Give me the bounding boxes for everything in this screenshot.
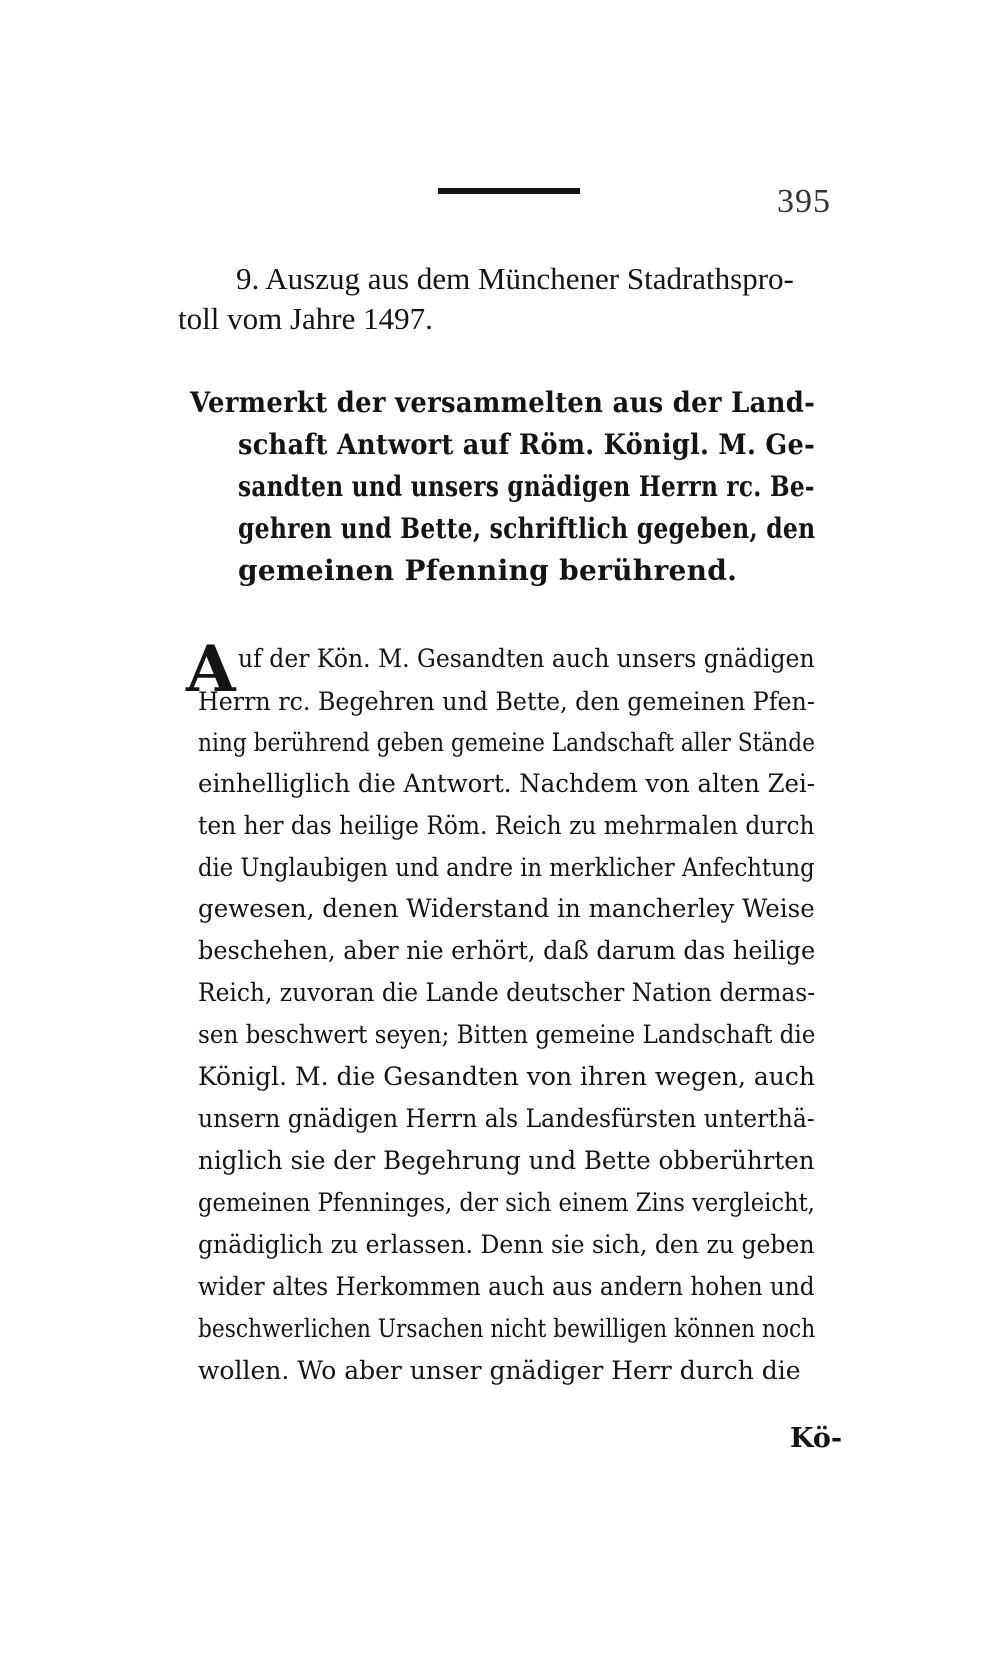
body-text-line: ning berührend geben gemeine Landschaft aller Stände (198, 728, 815, 757)
body-text-line: gnädiglich zu erlassen. Denn sie sich, den zu geben (198, 1230, 815, 1259)
body-text-line: ten her das heilige Röm. Reich zu mehrmalen durch (198, 811, 815, 840)
body-text-line: wider altes Herkommen auch aus andern hohen und (198, 1272, 815, 1301)
subheading-line: gemeinen Pfenning berührend. (238, 554, 738, 587)
body-text-line: einhelliglich die Antwort. Nachdem von alten Zei- (198, 769, 816, 798)
body-text-line: uf der Kön. M. Gesandten auch unsers gnädigen (238, 644, 815, 673)
body-text-line: gewesen, denen Widerstand in mancherley Weise (198, 894, 815, 923)
section-heading-line-1: 9. Auszug aus dem Münchener Stadrathspro- (236, 261, 794, 296)
body-text-line: die Unglaubigen und andre in merklicher Anfechtung (198, 853, 815, 882)
body-text-line: wollen. Wo aber unser gnädiger Herr durch die (198, 1356, 801, 1385)
drop-cap-initial: A (186, 632, 236, 707)
body-text-line: Reich, zuvoran die Lande deutscher Nation dermas- (198, 978, 816, 1007)
subheading-line: schaft Antwort auf Röm. Königl. M. Ge- (238, 428, 815, 461)
body-text-line: unsern gnädigen Herrn als Landesfürsten unterthä- (198, 1104, 815, 1133)
section-heading-line-2: toll vom Jahre 1497. (178, 301, 433, 336)
catchword: Kö- (790, 1423, 843, 1454)
body-text-line: Herrn rc. Begehren und Bette, den gemeinen Pfen- (198, 687, 815, 716)
header-rule (438, 188, 580, 194)
body-text-line: Königl. M. die Gesandten von ihren wegen, auch (198, 1062, 815, 1091)
body-text-line: beschehen, aber nie erhört, daß darum das heilige (198, 936, 816, 965)
subheading-line: gehren und Bette, schriftlich gegeben, den (238, 512, 816, 545)
body-text-line: niglich sie der Begehrung und Bette obberührten (198, 1146, 815, 1175)
subheading-line: sandten und unsers gnädigen Herrn rc. Be- (238, 470, 815, 503)
subheading-line: Vermerkt der versammelten aus der Land- (190, 386, 816, 419)
body-text-line: gemeinen Pfenninges, der sich einem Zins vergleicht, (198, 1188, 815, 1217)
page-number: 395 (777, 183, 831, 220)
body-text-line: sen beschwert seyen; Bitten gemeine Landschaft die (198, 1020, 816, 1049)
body-text-line: beschwerlichen Ursachen nicht bewilligen können noch (198, 1314, 816, 1343)
